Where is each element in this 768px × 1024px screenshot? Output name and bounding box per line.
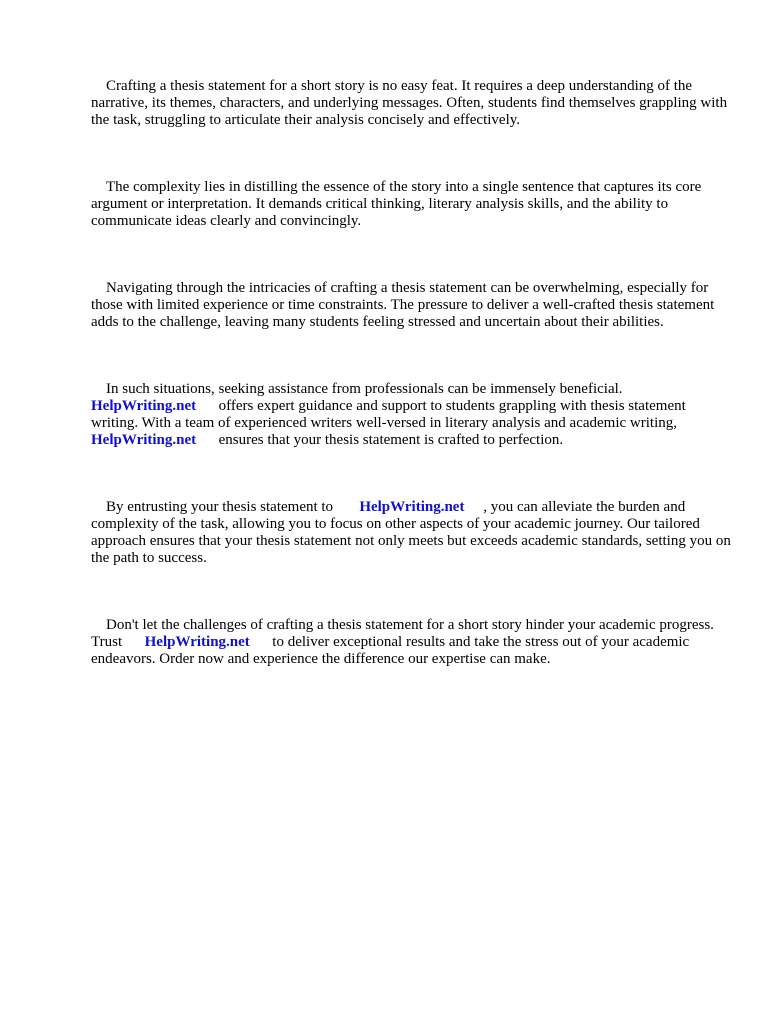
text-run: Don't let the challenges of crafting a thesis statement for a short story hinder your academic progress. Trust — [91, 617, 718, 650]
helpwriting-link[interactable]: HelpWriting.net — [91, 398, 197, 414]
text-run: The complexity lies in distilling the essence of the story into a single sentence that captures its core argument or interpretation. It demands critical thinking, literary analysis skills, and the ability to communicate ideas clearly and convincingly. — [91, 179, 706, 229]
document-body — [91, 61, 735, 701]
text-run: to deliver exceptional results and take the stress out of your academic endeavors. Order now and experience the difference our expertise can make. — [91, 634, 693, 667]
helpwriting-link[interactable]: HelpWriting.net — [91, 432, 197, 448]
helpwriting-link[interactable]: HelpWriting.net — [144, 634, 250, 650]
text-run: In such situations, seeking assistance from professionals can be immensely beneficial. — [106, 381, 623, 397]
text-run: ensures that your thesis statement is crafted to perfection. — [196, 432, 564, 448]
text-run: offers expert guidance and support to students grappling with thesis statement writing. With a team of experienced writers well-versed in literary analysis and academic writing, — [91, 398, 686, 431]
paragraph — [91, 61, 731, 146]
paragraph — [91, 263, 731, 348]
paragraph — [91, 162, 731, 247]
paragraph — [91, 600, 731, 685]
text-run: Navigating through the intricacies of crafting a thesis statement can be overwhelming, especially for those with limited experience or time constraints. The pressure to deliver a well-crafted thesis statement adds to the challenge, leaving many students feeling stressed and uncertain about their abilities. — [91, 280, 719, 330]
text-run: , you can alleviate the burden and complexity of the task, allowing you to focus on other aspects of your academic journey. Our tailored approach ensures that your thesis statement not only meets but exceeds academic standards, setting you on the path to success. — [91, 499, 735, 566]
text-run: Crafting a thesis statement for a short story is no easy feat. It requires a deep understanding of the narrative, its themes, characters, and underlying messages. Often, students find themselves grappling with the task, struggling to articulate their analysis concisely and effectively. — [91, 78, 731, 128]
text-run: By entrusting your thesis statement to — [106, 499, 360, 515]
paragraph — [91, 364, 731, 466]
helpwriting-link[interactable]: HelpWriting.net — [359, 499, 465, 515]
paragraph — [91, 482, 735, 584]
